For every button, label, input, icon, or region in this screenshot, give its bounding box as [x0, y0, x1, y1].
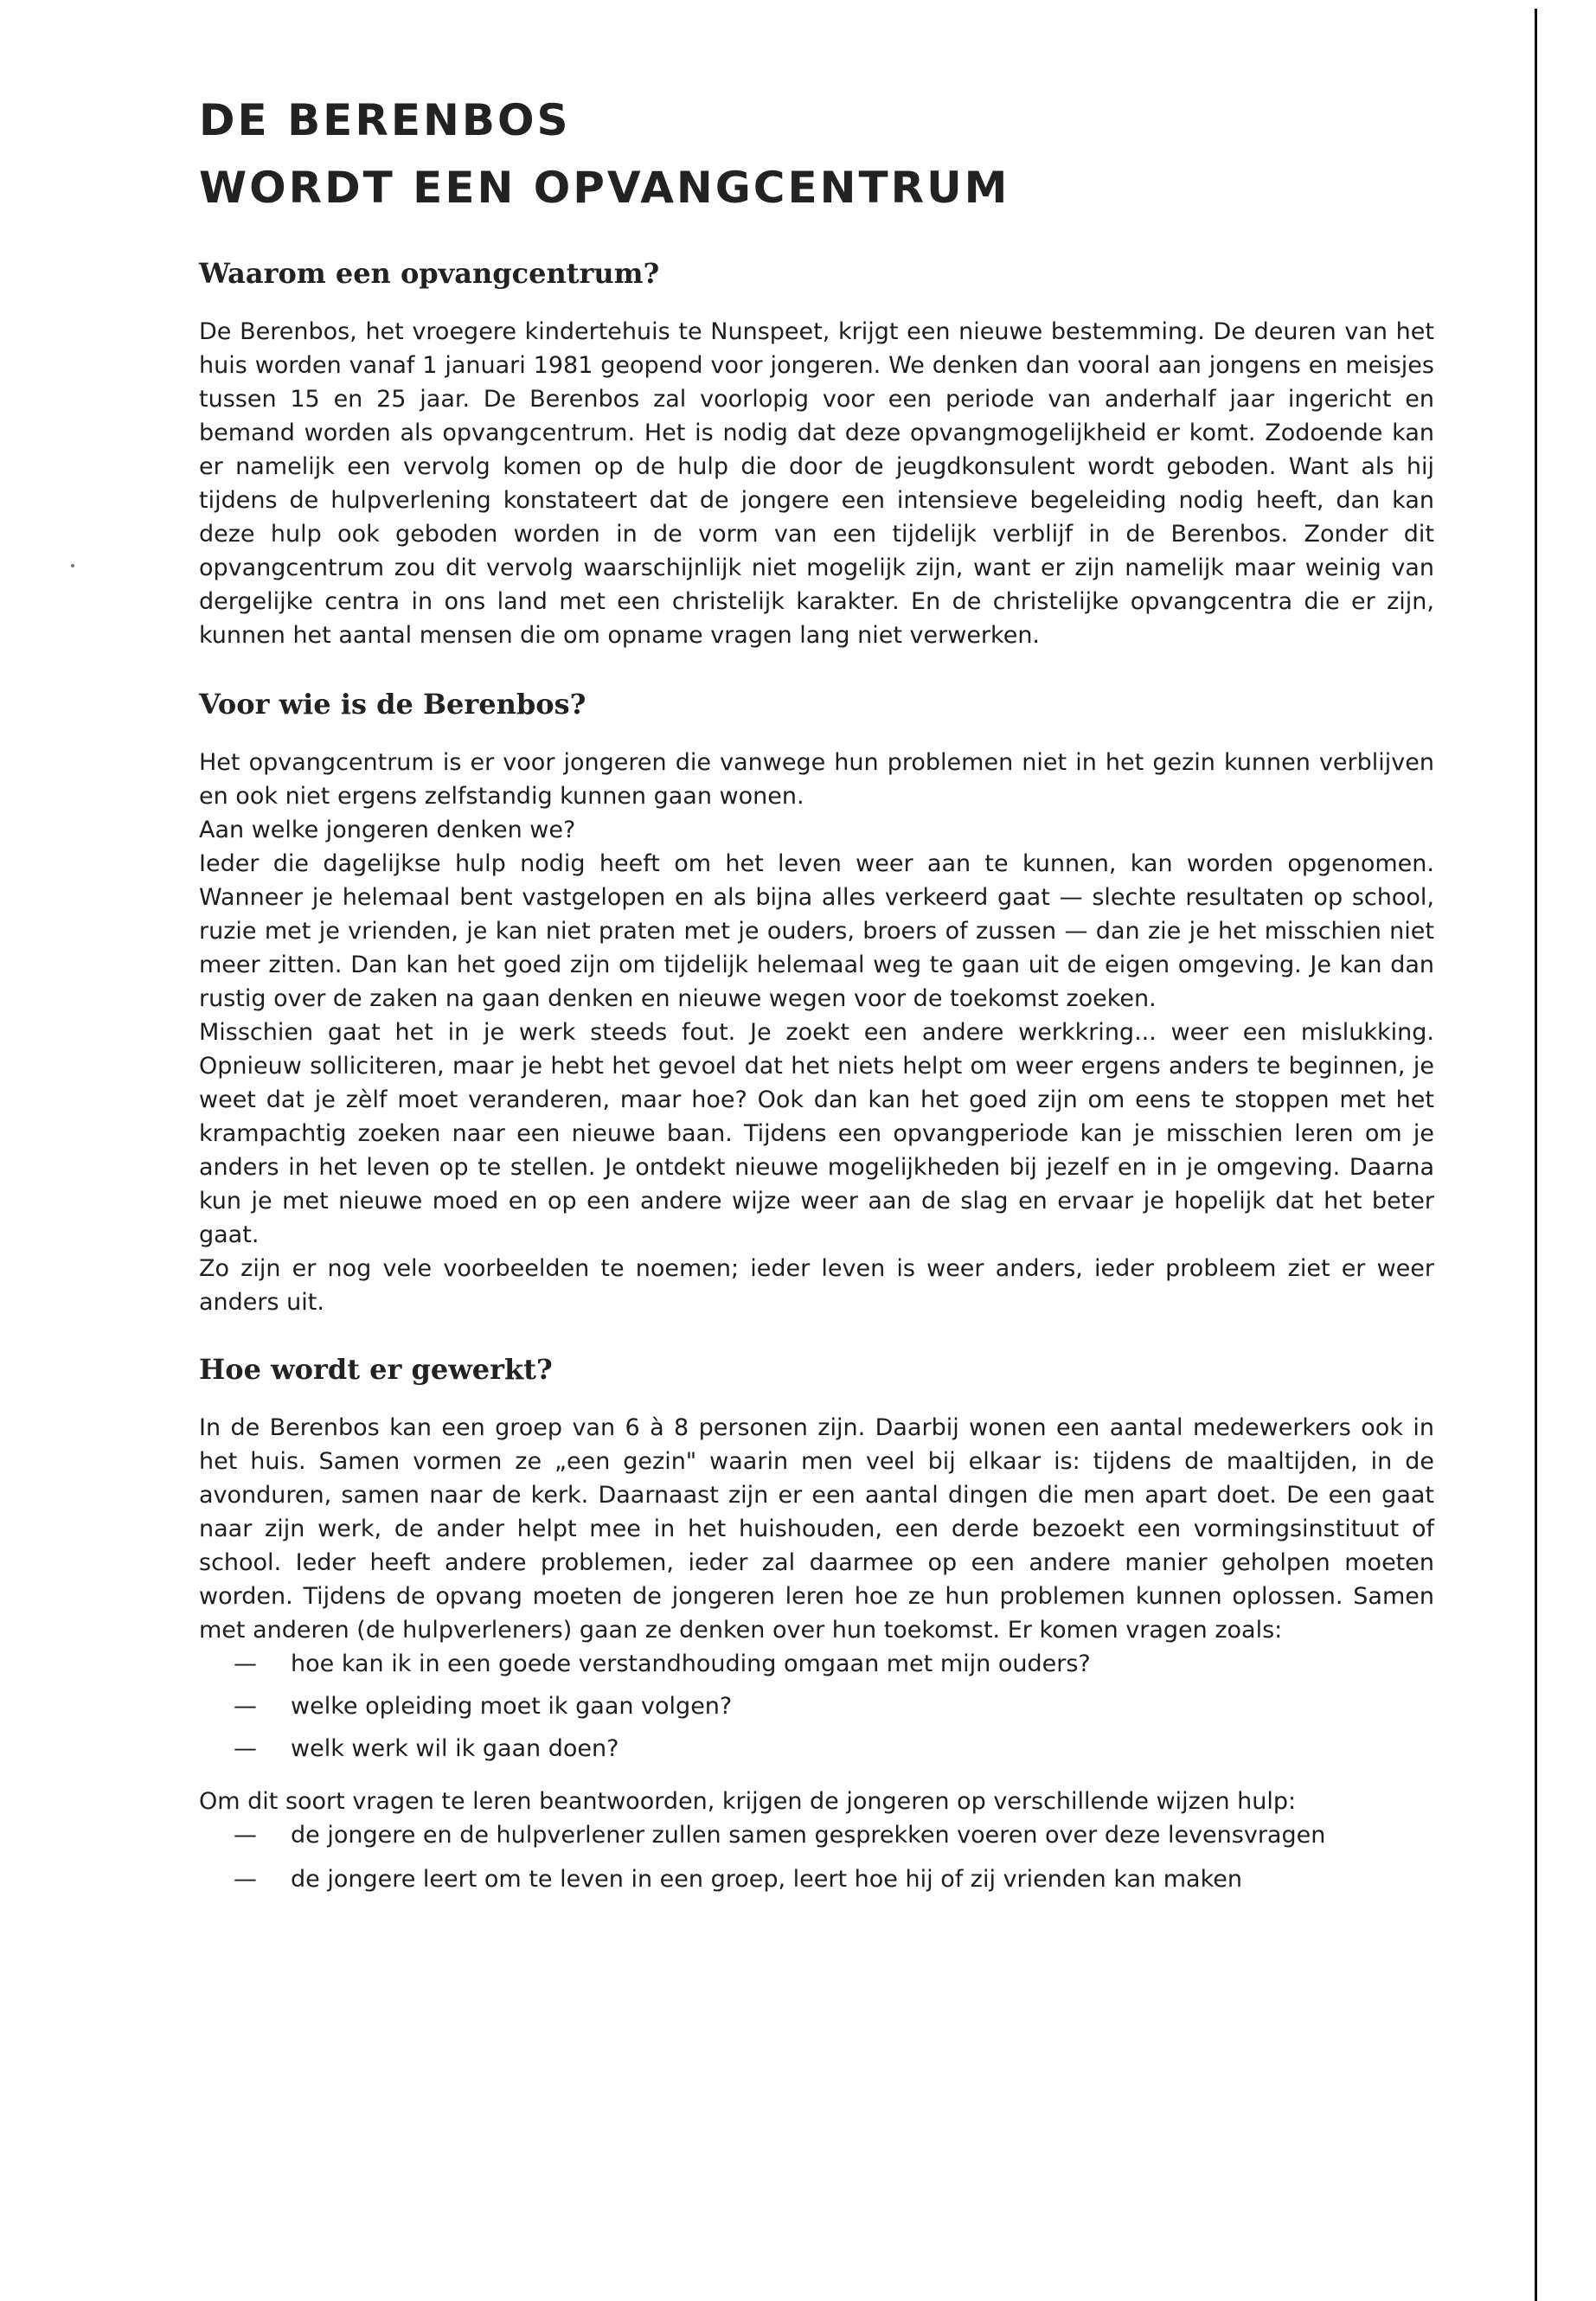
dash-bullet: — — [234, 1822, 257, 1849]
paragraph-voor-wie-1: Het opvangcentrum is er voor jongeren die vanwege hun problemen niet in het gezin kunnen verblijven en ook niet ergens zelfstandig kunnen gaan wonen. — [199, 749, 1434, 810]
help-item-text: de jongere en de hulpverlener zullen samen gesprekken voeren over deze levensvragen — [291, 1822, 1326, 1849]
help-list — [199, 1818, 1434, 1896]
heading-waarom: Waarom een opvangcentrum? — [199, 257, 660, 290]
page-title — [199, 87, 1434, 221]
paragraph-voor-wie-4: Misschien gaat het in je werk steeds fout. Je zoekt een andere werkkring... weer een mislukking. Opnieuw solliciteren, maar je hebt het gevoel dat het niets helpt om weer ergens anders te beginnen, je weet dat je zèlf moet veranderen, maar hoe? Ook dan kan het goed zijn om eens te stoppen met het krampachtig zoeken naar een nieuwe baan. Tijdens een opvangperiode kan je misschien leren om je anders in het leven op te stellen. Je ontdekt nieuwe mogelijkheden bij jezelf en in je omgeving. Daarna kun je met nieuwe moed en op een andere wijze weer aan de slag en ervaar je hopelijk dat het beter gaat. — [199, 1019, 1434, 1248]
paragraph-waarom: De Berenbos, het vroegere kindertehuis te Nunspeet, krijgt een nieuwe bestemming. De deuren van het huis worden vanaf 1 januari 1981 geopend voor jongeren. We denken dan vooral aan jongens en meisjes tussen 15 en 25 jaar. De Berenbos zal voorlopig voor een periode van anderhalf jaar ingericht en bemand worden als opvangcentrum. Het is nodig dat deze opvangmogelijkheid er komt. Zodoende kan er namelijk een vervolg komen op de hulp die door de jeugdkonsulent wordt geboden. Want als hij tijdens de hulpverlening konstateert dat de jongere een intensieve begeleiding nodig heeft, dan kan deze hulp ook geboden worden in de vorm van een tijdelijk verblijf in de Berenbos. Zonder dit opvangcentrum zou dit vervolg waarschijnlijk niet mogelijk zijn, want er zijn namelijk maar weinig van dergelijke centra in ons land met een christelijk karakter. En de christelijke opvangcentra die er zijn, kunnen het aantal mensen die om opname vragen lang niet verwerken. — [199, 318, 1434, 649]
title-line-1: DE BERENBOS — [199, 95, 571, 145]
dash-bullet: — — [234, 1735, 257, 1762]
heading-hoe-wordt-er-gewerkt: Hoe wordt er gewerkt? — [199, 1353, 553, 1386]
list-item — [199, 1862, 1434, 1896]
paragraph-voor-wie-5: Zo zijn er nog vele voorbeelden te noemen; ieder leven is weer anders, ieder probleem ziet er weer anders uit. — [199, 1255, 1434, 1316]
dash-bullet: — — [234, 1693, 257, 1720]
question-text: welke opleiding moet ik gaan volgen? — [291, 1693, 733, 1720]
list-item — [199, 1647, 1434, 1681]
paragraph-voor-wie-3: Ieder die dagelijkse hulp nodig heeft om het leven weer aan te kunnen, kan worden opgenomen. Wanneer je helemaal bent vastgelopen en als bijna alles verkeerd gaat — slechte resultaten op school, ruzie met je vrienden, je kan niet praten met je ouders, broers of zussen — dan zie je het misschien niet meer zitten. Dan kan het goed zijn om tijdelijk helemaal weg te gaan uit de eigen omgeving. Je kan dan rustig over de zaken na gaan denken en nieuwe wegen voor de toekomst zoeken. — [199, 850, 1434, 1012]
dash-bullet: — — [234, 1866, 257, 1893]
paragraph-voor-wie-2: Aan welke jongeren denken we? — [199, 817, 576, 843]
title-line-2: WORDT EEN OPVANGCENTRUM — [199, 163, 1010, 213]
help-item-text: de jongere leert om te leven in een groep, leert hoe hij of zij vrienden kan maken — [291, 1866, 1242, 1893]
scan-edge-line — [1535, 9, 1537, 2301]
question-text: welk werk wil ik gaan doen? — [291, 1735, 619, 1762]
scan-speck — [71, 564, 74, 567]
list-item — [199, 1732, 1434, 1766]
question-list — [199, 1647, 1434, 1766]
document-page — [199, 87, 1434, 1907]
list-item — [199, 1818, 1434, 1852]
paragraph-hoe-intro: In de Berenbos kan een groep van 6 à 8 personen zijn. Daarbij wonen een aantal medewerkers ook in het huis. Samen vormen ze „een gezin" waarin men veel bij elkaar is: tijdens de maaltijden, in de avonduren, samen naar de kerk. Daarnaast zijn er een aantal dingen die men apart doet. De een gaat naar zijn werk, de ander helpt mee in het huishouden, een derde bezoekt een vormingsinstituut of school. Ieder heeft andere problemen, ieder zal daarmee op een andere manier geholpen moeten worden. Tijdens de opvang moeten de jongeren leren hoe ze hun problemen kunnen oplossen. Samen met anderen (de hulpverleners) gaan ze denken over hun toekomst. Er komen vragen zoals: — [199, 1414, 1434, 1644]
section-voor-wie-body — [199, 746, 1434, 1319]
list-item — [199, 1689, 1434, 1723]
paragraph-help-intro: Om dit soort vragen te leren beantwoorden, krijgen de jongeren op verschillende wijzen hulp: — [199, 1788, 1297, 1815]
question-text: hoe kan ik in een goede verstandhouding omgaan met mijn ouders? — [291, 1650, 1091, 1677]
dash-bullet: — — [234, 1650, 257, 1677]
heading-voor-wie: Voor wie is de Berenbos? — [199, 688, 586, 721]
